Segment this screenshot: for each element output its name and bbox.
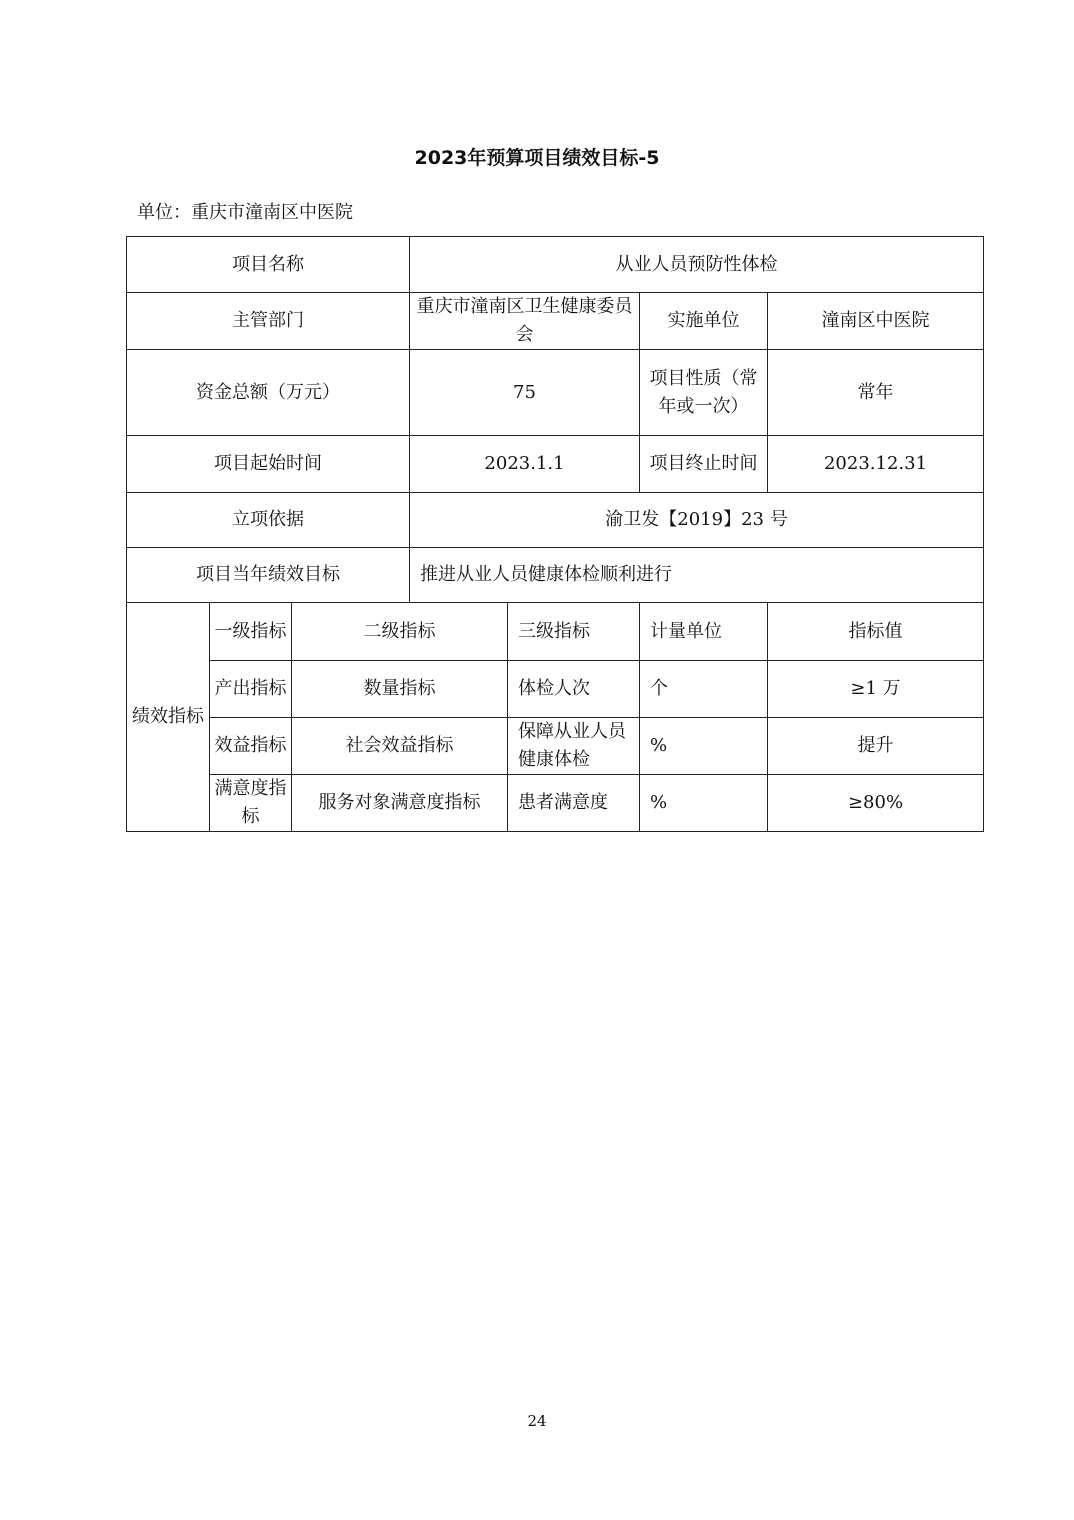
header-unit: 计量单位 (640, 603, 768, 661)
indicator-unit: % (640, 775, 768, 832)
department-value: 重庆市潼南区卫生健康委员会 (410, 293, 640, 350)
executing-unit-value: 潼南区中医院 (768, 293, 984, 350)
indicator-level2: 数量指标 (292, 661, 508, 718)
indicator-level3: 患者满意度 (508, 775, 640, 832)
header-level1: 一级指标 (210, 603, 292, 661)
indicator-header-row (127, 603, 984, 661)
annual-goal-label: 项目当年绩效目标 (127, 548, 410, 603)
funds-value: 75 (410, 350, 640, 436)
indicator-level1: 效益指标 (210, 718, 292, 775)
header-level3: 三级指标 (508, 603, 640, 661)
performance-table (126, 236, 984, 832)
start-label: 项目起始时间 (127, 436, 410, 493)
indicator-value: ≥80% (768, 775, 984, 832)
basis-label: 立项依据 (127, 493, 410, 548)
basis-value: 渝卫发【2019】23 号 (410, 493, 984, 548)
indicator-row (127, 661, 984, 718)
executing-unit-label: 实施单位 (640, 293, 768, 350)
indicator-level2: 社会效益指标 (292, 718, 508, 775)
indicator-value: ≥1 万 (768, 661, 984, 718)
indicator-level3: 保障从业人员健康体检 (508, 718, 640, 775)
header-level2: 二级指标 (292, 603, 508, 661)
indicator-unit: 个 (640, 661, 768, 718)
row-department (127, 293, 984, 350)
page-number: 24 (527, 1412, 547, 1430)
header-value: 指标值 (768, 603, 984, 661)
indicators-label: 绩效指标 (127, 603, 210, 832)
row-funds (127, 350, 984, 436)
funds-label: 资金总额（万元） (127, 350, 410, 436)
page-title: 2023年预算项目绩效目标-5 (414, 147, 660, 169)
nature-value: 常年 (768, 350, 984, 436)
indicator-value: 提升 (768, 718, 984, 775)
row-basis (127, 493, 984, 548)
project-name-label: 项目名称 (127, 237, 410, 293)
end-label: 项目终止时间 (640, 436, 768, 493)
indicator-level3: 体检人次 (508, 661, 640, 718)
row-annual-goal (127, 548, 984, 603)
indicator-unit: % (640, 718, 768, 775)
project-name-value: 从业人员预防性体检 (410, 237, 984, 293)
end-value: 2023.12.31 (768, 436, 984, 493)
indicator-level1: 满意度指标 (210, 775, 292, 832)
indicator-level2: 服务对象满意度指标 (292, 775, 508, 832)
indicator-row (127, 718, 984, 775)
department-label: 主管部门 (127, 293, 410, 350)
indicator-level1: 产出指标 (210, 661, 292, 718)
row-project-name (127, 237, 984, 293)
indicator-row (127, 775, 984, 832)
unit-line: 单位：重庆市潼南区中医院 (137, 202, 353, 223)
annual-goal-value: 推进从业人员健康体检顺利进行 (410, 548, 984, 603)
nature-label: 项目性质（常年或一次） (640, 350, 768, 436)
start-value: 2023.1.1 (410, 436, 640, 493)
row-dates (127, 436, 984, 493)
